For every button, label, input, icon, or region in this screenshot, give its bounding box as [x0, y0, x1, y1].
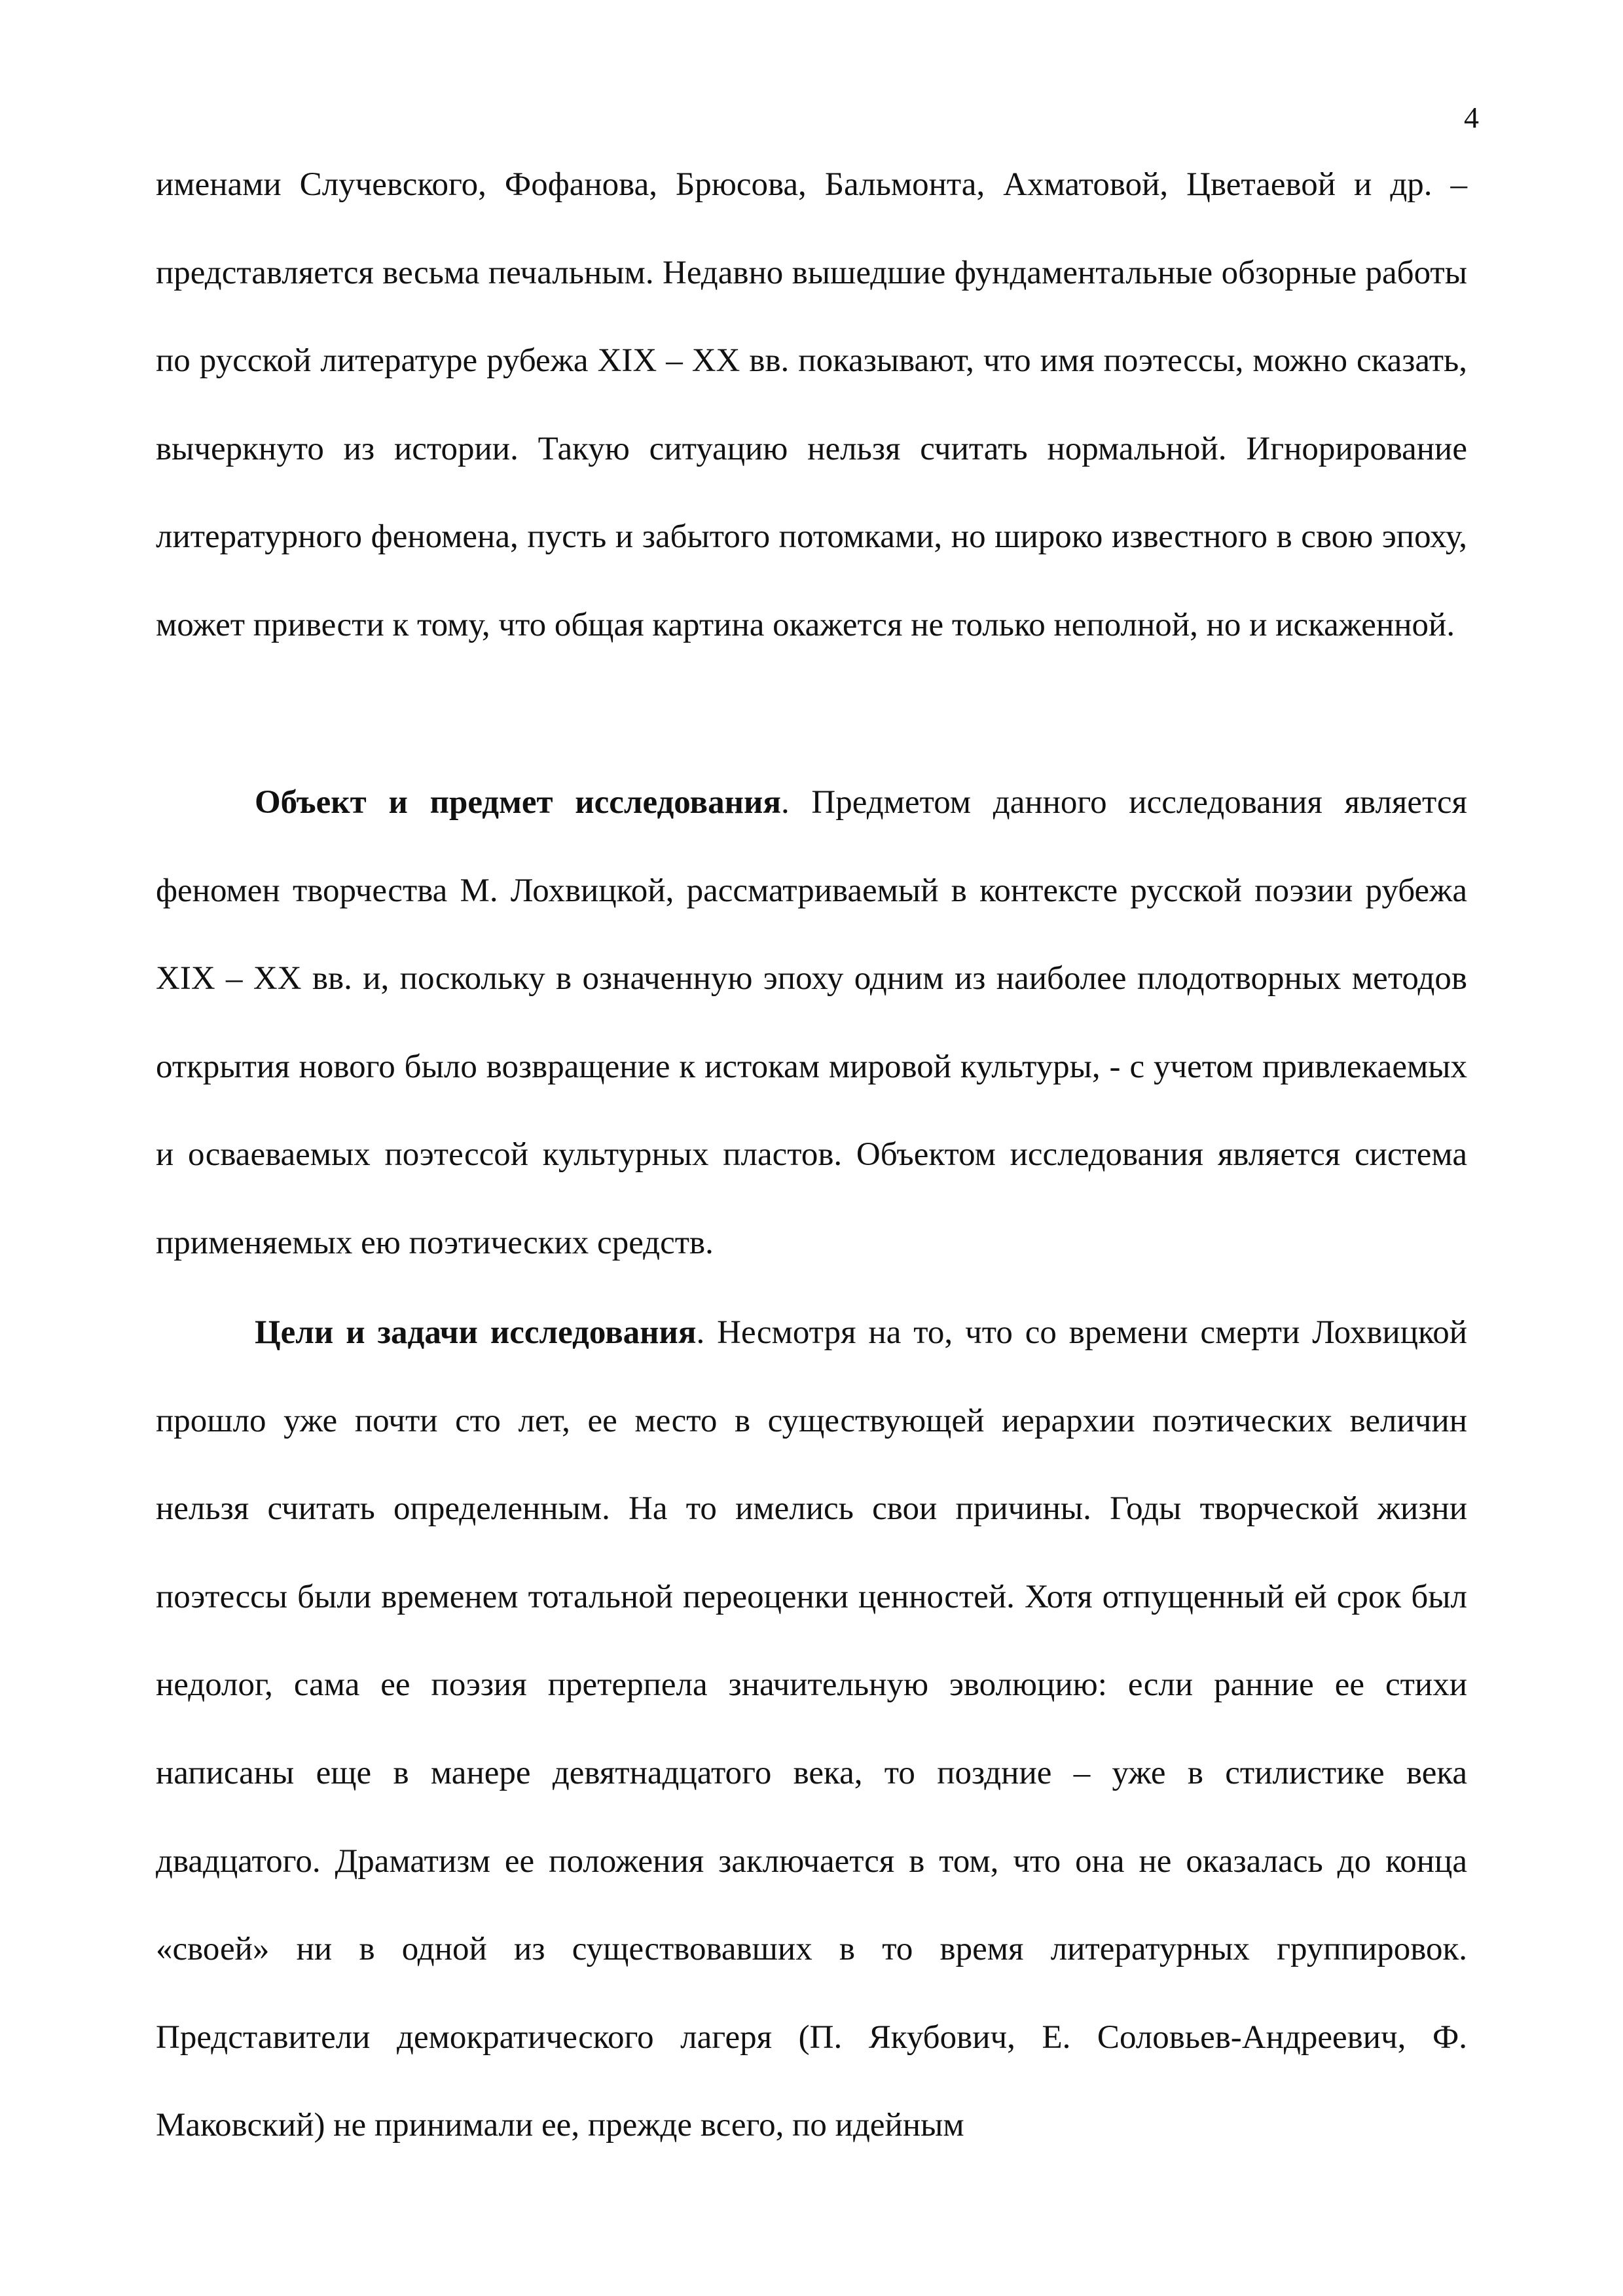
paragraph-goals-and-tasks [156, 1289, 1467, 2170]
paragraph-text: . Несмотря на то, что со времени смерти Лохвицкой прошло уже почти сто лет, ее место в существующей иерархии поэтических величин нельзя считать определенным. На то имелись свои причины. Годы творческой жизни поэтессы были временем тотальной переоценки ценностей. Хотя отпущенный ей срок был недолог, сама ее поэзия претерпела значительную эволюцию: если ранние ее стихи написаны еще в манере девятнадцатого века, то поздние – уже в стилистике века двадцатого. Драматизм ее положения заключается в том, что она не оказалась до конца «своей» ни в одной из существовавших в то время литературных группировок. Представители демократического лагеря (П. Якубович, Е. Соловьев-Андреевич, Ф. Маковский) не принимали ее, прежде всего, по идейным [156, 1314, 1467, 2144]
page-number: 4 [1464, 101, 1479, 134]
section-heading-goals: Цели и задачи исследования [255, 1314, 697, 1351]
paragraph-body [156, 1289, 1467, 2170]
paragraph-text: . Предметом данного исследования является феномен творчества М. Лохвицкой, рассматриваемый в контексте русской поэзии рубежа XIX – XX вв. и, поскольку в означенную эпоху одним из наиболее плодотворных методов открытия нового было возвращение к истокам мировой культуры, - с учетом привлекаемых и осваеваемых поэтессой культурных пластов. Объектом исследования является система применяемых ею поэтических средств. [156, 784, 1467, 1261]
paragraph-body [156, 759, 1467, 1287]
paragraph-object-and-subject [156, 759, 1467, 1287]
paragraph-text: именами Случевского, Фофанова, Брюсова, Бальмонта, Ахматовой, Цветаевой и др. – представляется весьма печальным. Недавно вышедшие фундаментальные обзорные работы по русской литературе рубежа XIX – XX вв. показывают, что имя поэтессы, можно сказать, вычеркнуто из истории. Такую ситуацию нельзя считать нормальной. Игнорирование литературного феномена, пусть и забытого потомками, но широко известного в свою эпоху, может привести к тому, что общая картина окажется не только неполной, но и искаженной. [156, 166, 1467, 643]
paragraph-continuation [156, 141, 1467, 670]
section-heading-object: Объект и предмет исследования [255, 784, 781, 821]
